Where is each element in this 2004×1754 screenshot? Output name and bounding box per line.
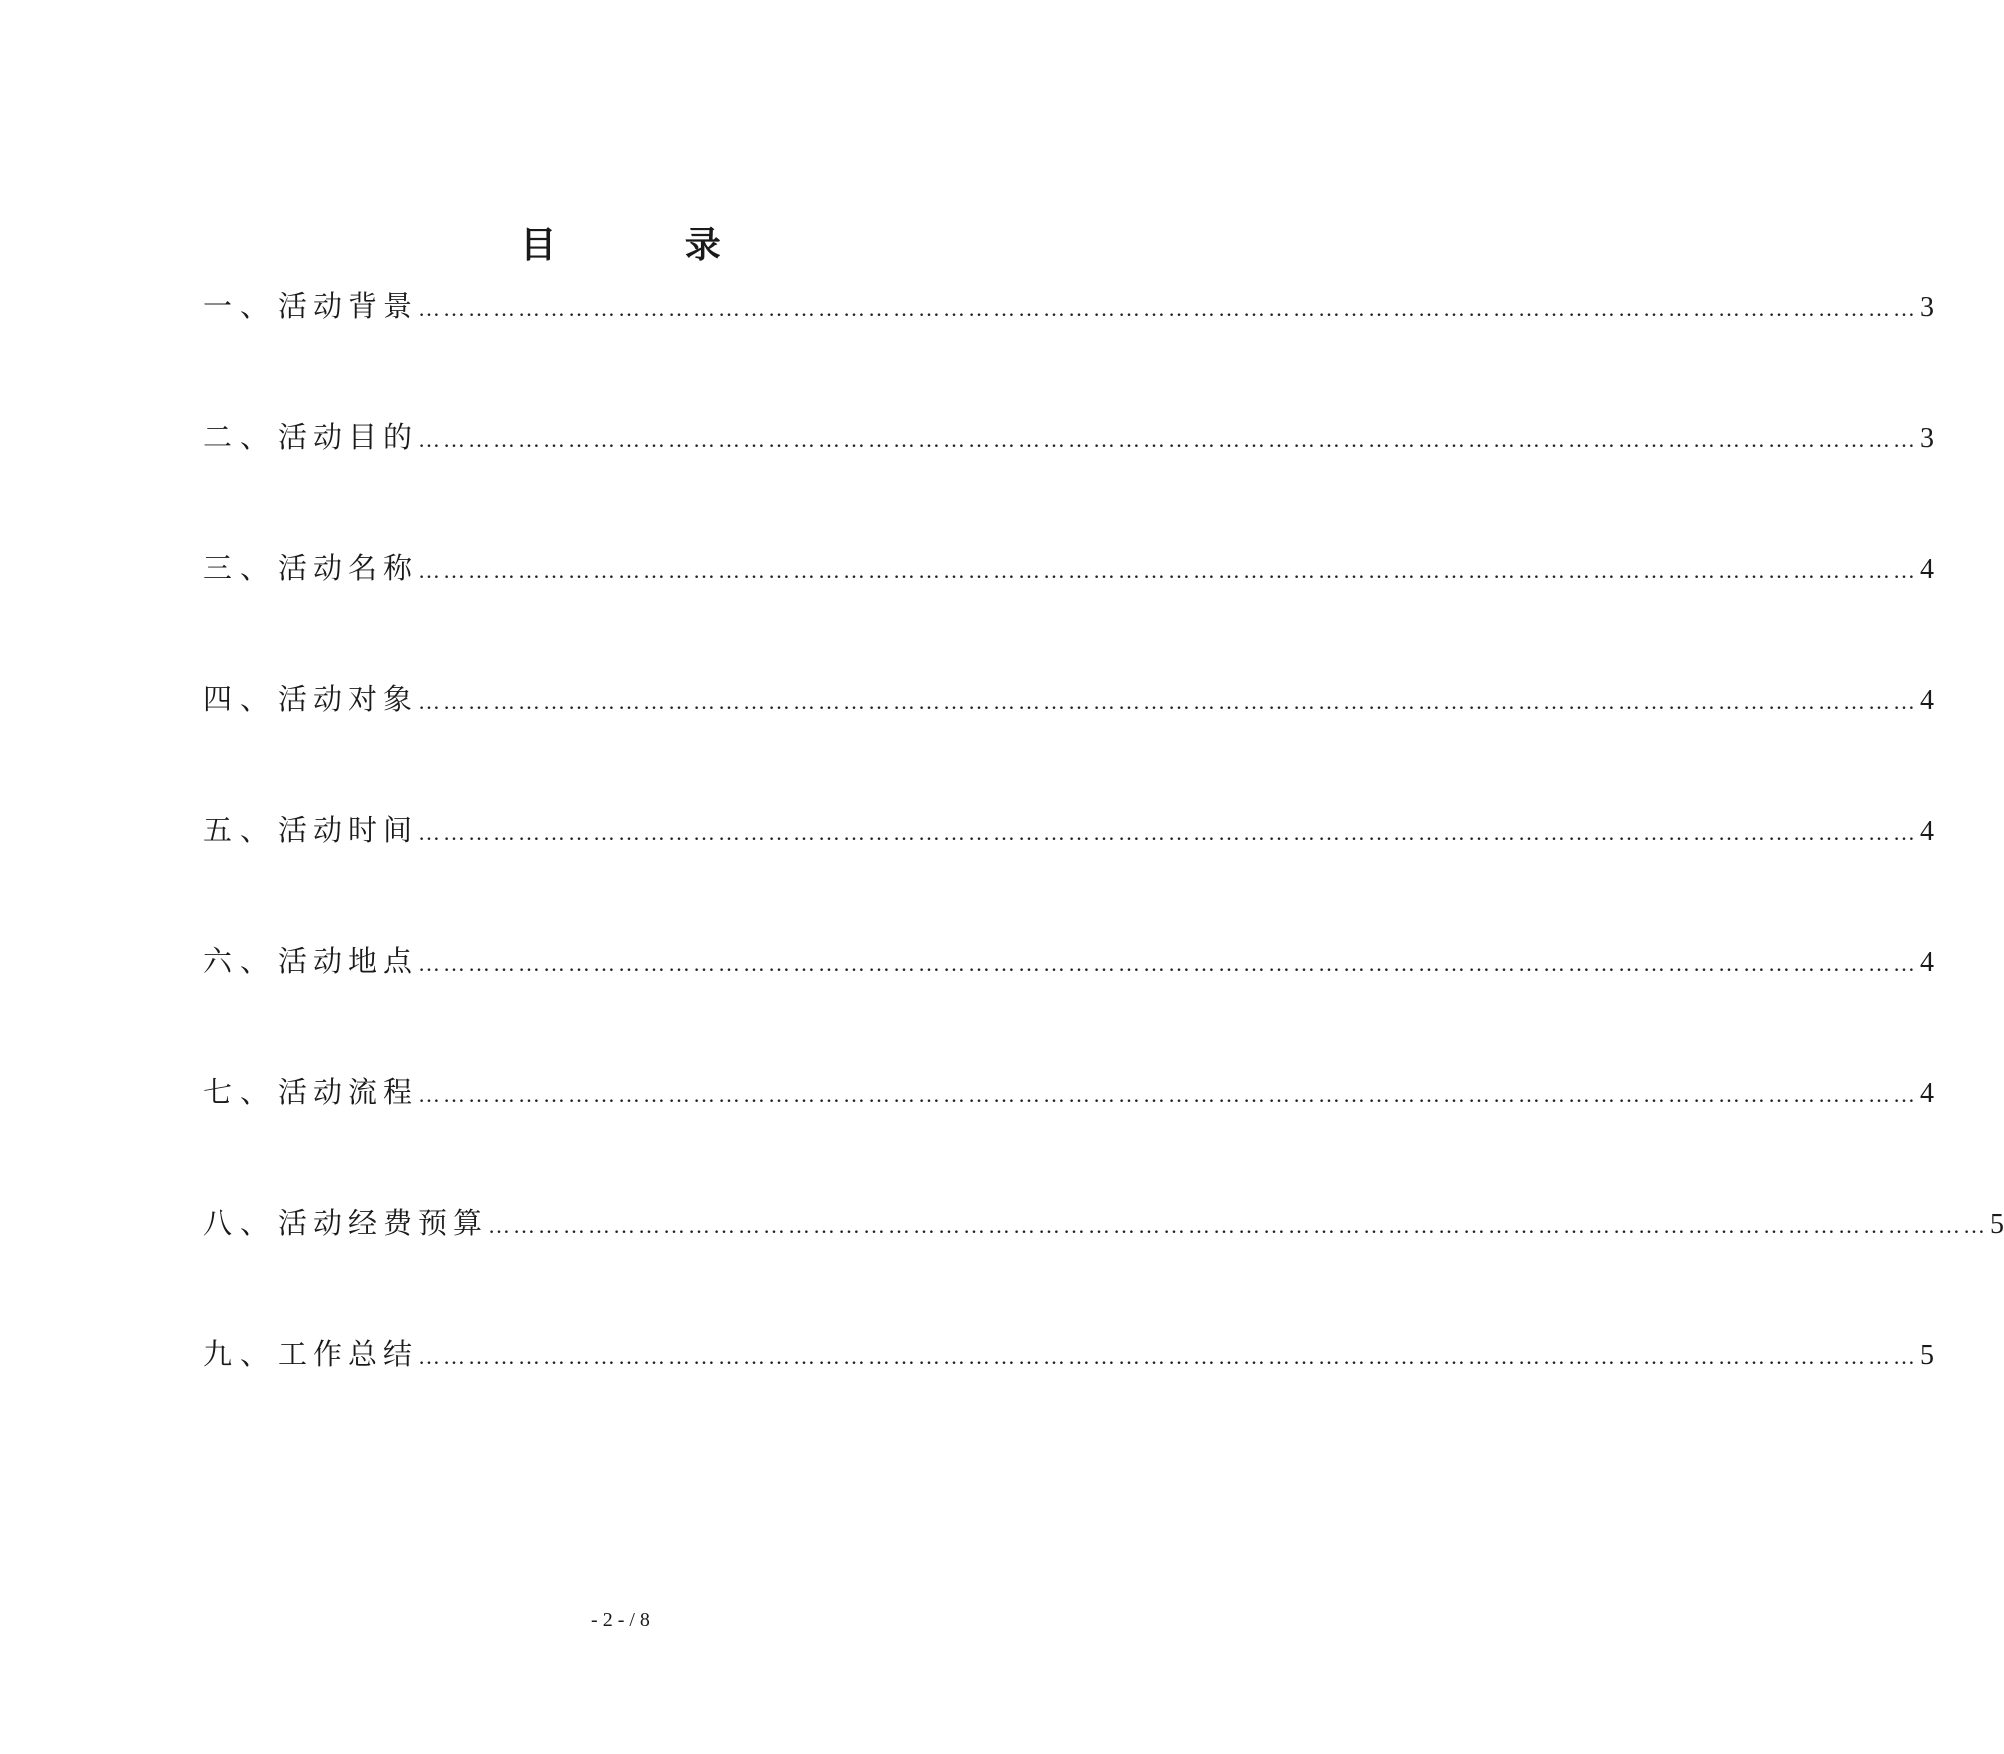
toc-entry-page: 5 xyxy=(1920,1340,1935,1371)
toc-entry-label: 活动时间 xyxy=(278,813,419,847)
toc-entry-label: 活动背景 xyxy=(278,289,419,323)
page-number-footer: - 2 - / 8 xyxy=(591,1609,650,1631)
toc-entry-page: 4 xyxy=(1920,947,1935,978)
toc-entry-label: 活动对象 xyxy=(278,682,419,716)
toc-entry-number: 一、 xyxy=(203,289,278,323)
toc-entry-page: 4 xyxy=(1920,1078,1935,1109)
toc-entry-number: 八、 xyxy=(203,1206,278,1240)
toc-entry-label: 活动地点 xyxy=(278,944,419,978)
toc-entry-page: 4 xyxy=(1920,816,1935,847)
toc-entry[interactable] xyxy=(203,679,1935,810)
toc-entry[interactable] xyxy=(203,548,1935,679)
toc-entry[interactable] xyxy=(203,286,1935,417)
toc-dot-leader: ……………………………………………………………………………………………………………………………………………………………… xyxy=(418,296,1919,321)
toc-entry-number: 七、 xyxy=(203,1075,278,1109)
toc-entry[interactable] xyxy=(203,1334,1935,1465)
toc-entry[interactable] xyxy=(203,810,1935,941)
toc-dot-leader: ……………………………………………………………………………………………………………………………………………………………… xyxy=(418,820,1919,845)
table-of-contents xyxy=(203,286,2004,1465)
toc-dot-leader: ……………………………………………………………………………………………………………………………………………………………… xyxy=(418,1344,1919,1369)
toc-dot-leader: ……………………………………………………………………………………………………………………………………………………………… xyxy=(418,427,1919,452)
toc-entry-page: 4 xyxy=(1920,554,1935,585)
toc-dot-leader: ……………………………………………………………………………………………………………………………………………………………… xyxy=(418,558,1919,583)
toc-entry-label: 活动流程 xyxy=(278,1075,419,1109)
toc-entry[interactable] xyxy=(203,941,1935,1072)
toc-entry-page: 3 xyxy=(1920,423,1935,454)
toc-entry-number: 四、 xyxy=(203,682,278,716)
toc-entry-label: 活动名称 xyxy=(278,551,419,585)
toc-entry-label: 活动经费预算 xyxy=(278,1206,489,1240)
toc-dot-leader: ……………………………………………………………………………………………………………………………………………………………… xyxy=(488,1213,1989,1238)
toc-entry-page: 4 xyxy=(1920,685,1935,716)
toc-dot-leader: ……………………………………………………………………………………………………………………………………………………………… xyxy=(418,951,1919,976)
toc-dot-leader: ……………………………………………………………………………………………………………………………………………………………… xyxy=(418,1082,1919,1107)
toc-entry-number: 九、 xyxy=(203,1337,278,1371)
toc-entry-page: 3 xyxy=(1920,292,1935,323)
toc-entry-number: 六、 xyxy=(203,944,278,978)
toc-dot-leader: ……………………………………………………………………………………………………………………………………………………………… xyxy=(418,689,1919,714)
toc-entry[interactable] xyxy=(203,1072,1935,1203)
toc-entry-number: 二、 xyxy=(203,420,278,454)
toc-entry-label: 工作总结 xyxy=(278,1337,419,1371)
toc-entry[interactable] xyxy=(203,1203,2004,1334)
toc-entry-page: 5 xyxy=(1990,1209,2004,1240)
toc-entry-label: 活动目的 xyxy=(278,420,419,454)
page-title: 目 录 xyxy=(520,225,779,266)
toc-entry[interactable] xyxy=(203,417,1935,548)
toc-entry-number: 三、 xyxy=(203,551,278,585)
toc-entry-number: 五、 xyxy=(203,813,278,847)
